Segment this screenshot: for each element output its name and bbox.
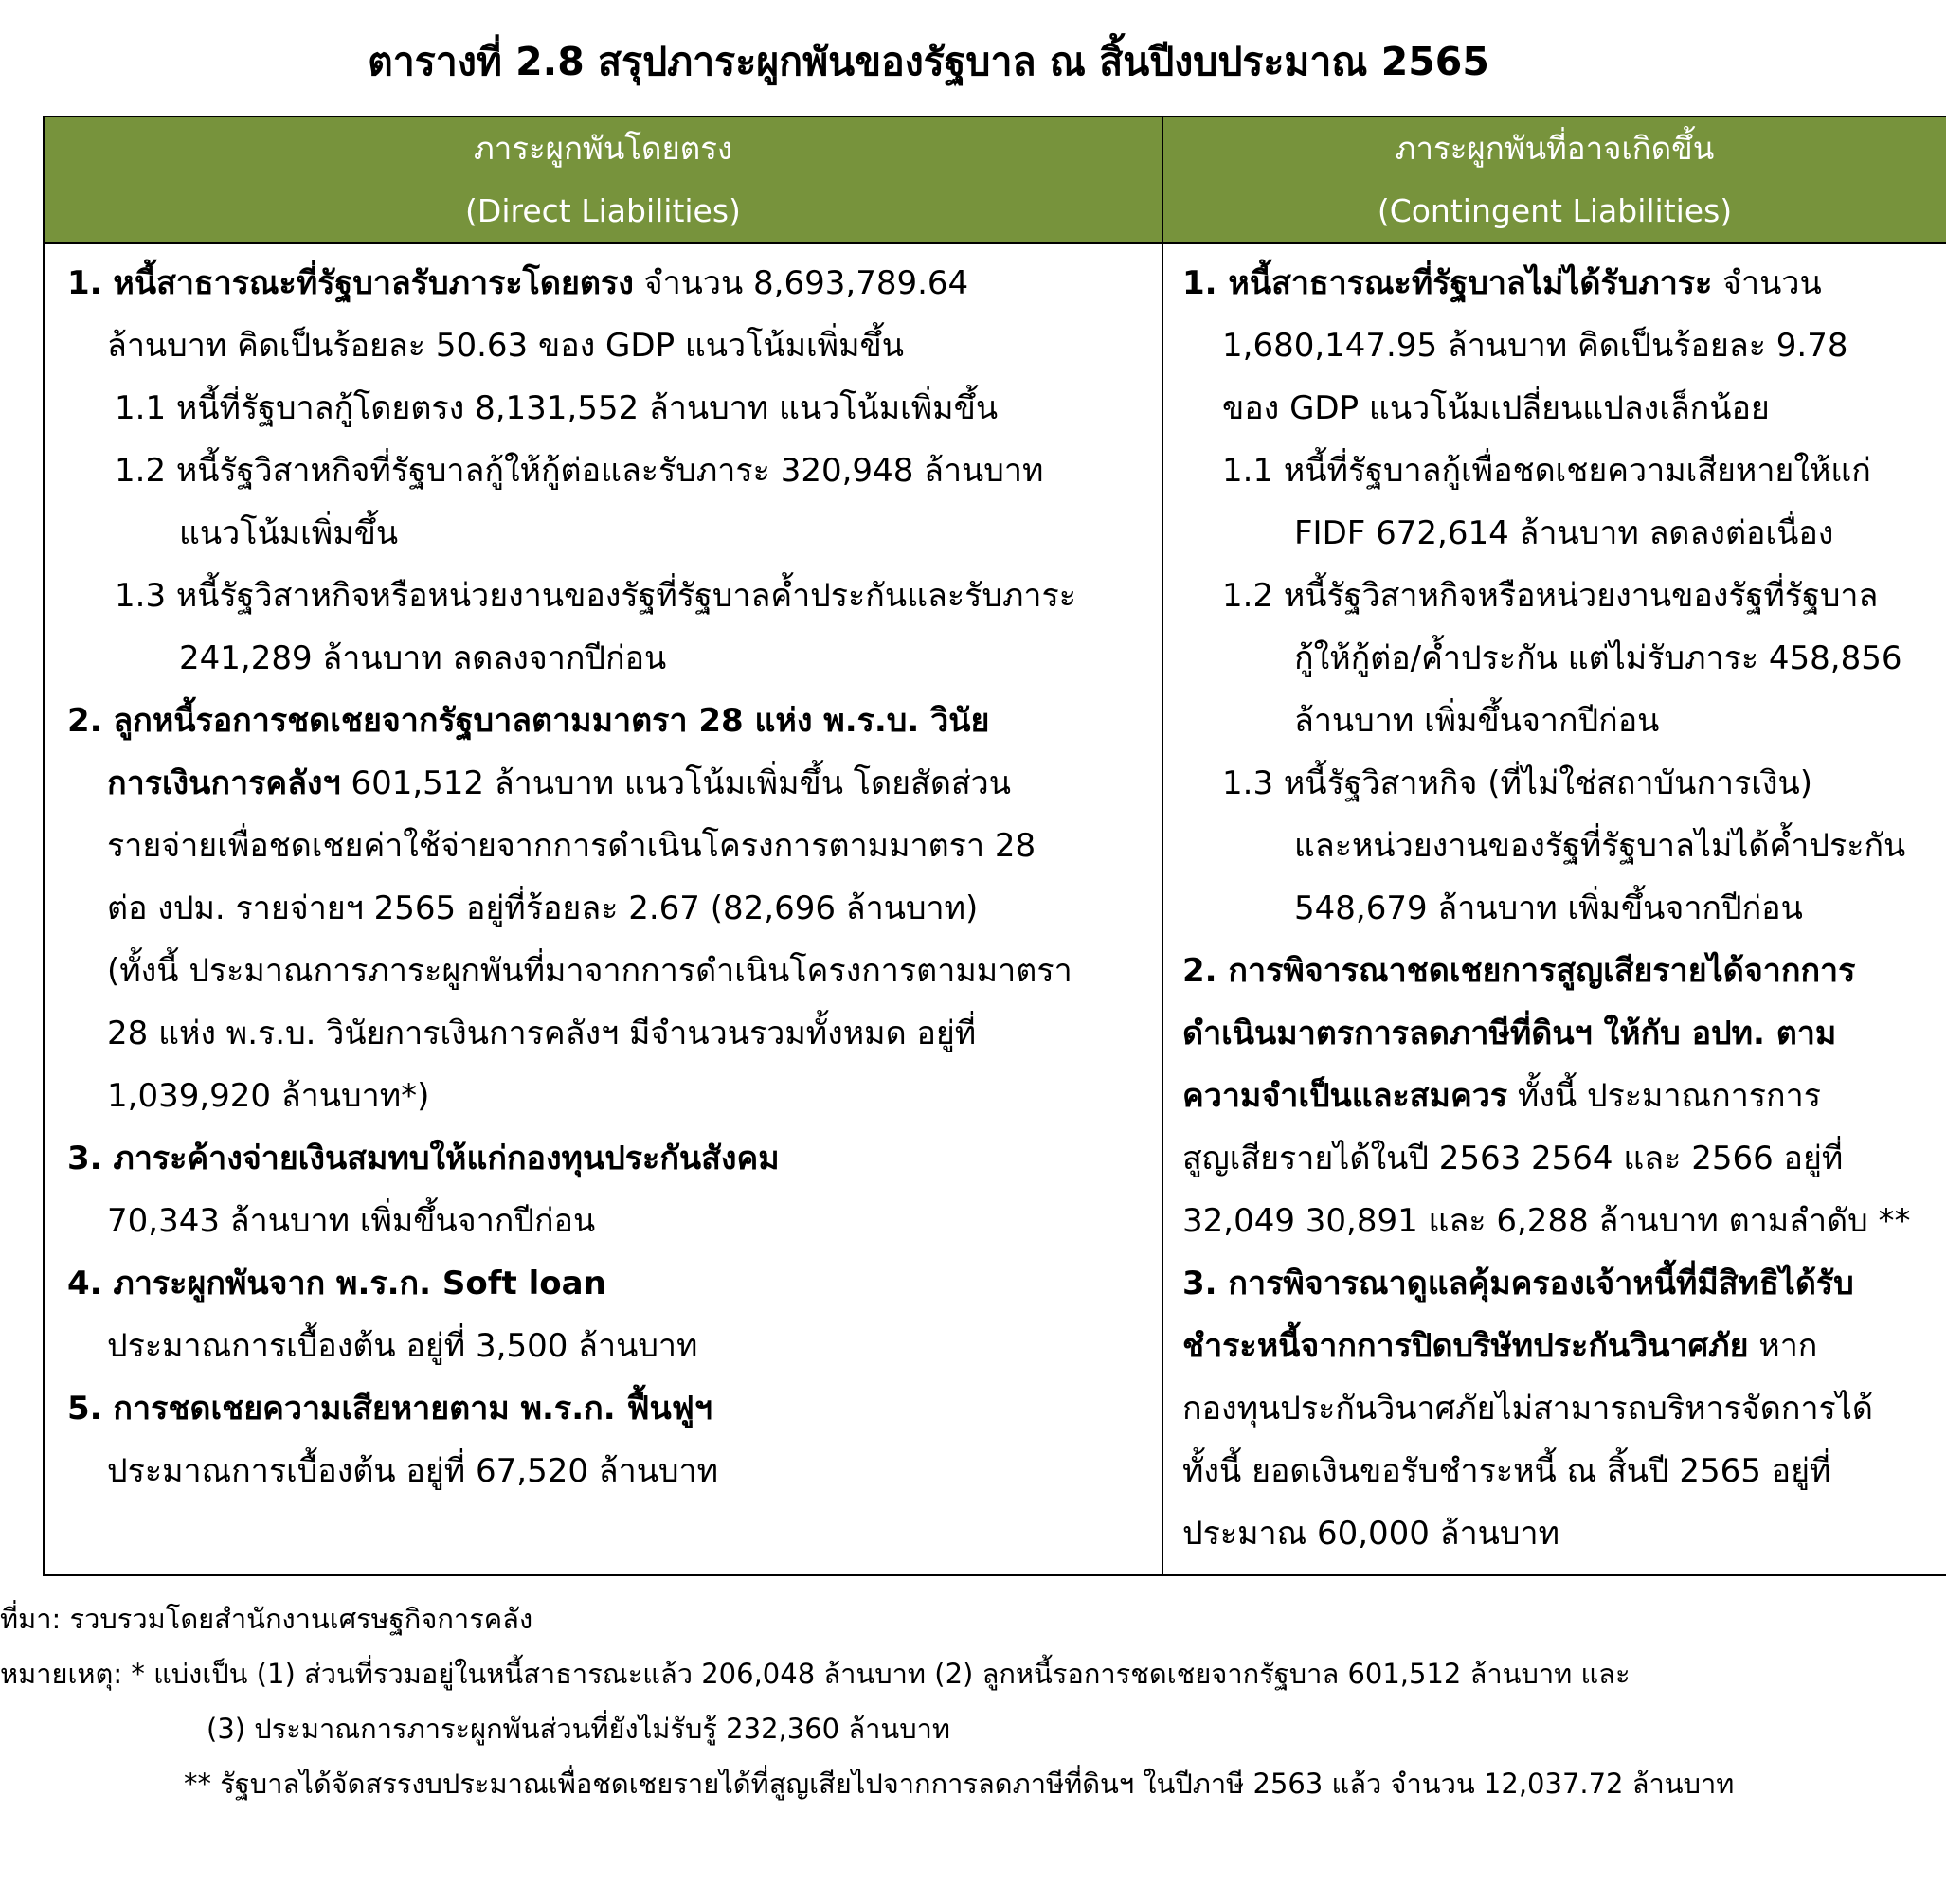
remark-note-2: ** รัฐบาลได้จัดสรรงบประมาณเพื่อชดเชยรายได้ที่สูญเสียไปจากการลดภาษีที่ดินฯ ในปีภาษี 2563 แล้ว จำนวน 12,037.72 ล้านบาท [184,1768,1735,1800]
contingent-item-1-1: 1.1 หนี้ที่รัฐบาลกู้เพื่อชดเชยความเสียหายให้แก่ [1222,452,1871,490]
direct-item-2-line3: รายจ่ายเพื่อชดเชยค่าใช้จ่ายจากการดำเนินโครงการตามมาตรา 28 [107,827,1036,865]
contingent-item-1-2-line3: ล้านบาท เพิ่มขึ้นจากปีก่อน [1294,702,1660,740]
direct-item-1-2-cont: แนวโน้มเพิ่มขึ้น [179,514,399,552]
contingent-item-2-line5: 32,049 30,891 และ 6,288 ล้านบาท ตามลำดับ ** [1182,1202,1911,1240]
contingent-item-1-3-cont: และหน่วยงานของรัฐที่รัฐบาลไม่ได้ค้ำประกัน [1294,827,1906,865]
direct-liabilities-cell [44,243,1162,1575]
contingent-item-3-cont [1182,1315,1946,1377]
direct-item-1-3: 1.3 หนี้รัฐวิสาหกิจหรือหน่วยงานของรัฐที่รัฐบาลค้ำประกันและรับภาระ [115,577,1076,615]
contingent-item-1 [1182,252,1946,314]
body-row [44,243,1946,1575]
direct-item-4-cont: ประมาณการเบื้องต้น อยู่ที่ 3,500 ล้านบาท [107,1327,698,1365]
direct-item-1-3-cont: 241,289 ล้านบาท ลดลงจากปีก่อน [179,639,667,677]
direct-item-1-2: 1.2 หนี้รัฐวิสาหกิจที่รัฐบาลกู้ให้กู้ต่อและรับภาระ 320,948 ล้านบาท [115,452,1044,490]
direct-item-1-text: จำนวน 8,693,789.64 [633,264,969,302]
contingent-item-3-text: หาก [1748,1327,1818,1365]
contingent-item-3-line4: ทั้งนี้ ยอดเงินขอรับชำระหนี้ ณ สิ้นปี 2565 อยู่ที่ [1182,1452,1831,1490]
liabilities-table [43,116,1946,1576]
direct-item-2-line5: (ทั้งนี้ ประมาณการภาระผูกพันที่มาจากการดำเนินโครงการตามมาตรา [107,952,1072,990]
source-note: ที่มา: รวบรวมโดยสำนักงานเศรษฐกิจการคลัง [0,1603,533,1635]
contingent-item-2-heading-end: ความจำเป็นและสมควร [1182,1077,1508,1115]
direct-item-5: 5. การชดเชยความเสียหายตาม พ.ร.ก. ฟื้นฟูฯ [67,1390,712,1428]
remark-note-1-cont: (3) ประมาณการภาระผูกพันส่วนที่ยังไม่รับรู้ 232,360 ล้านบาท [207,1713,951,1745]
contingent-item-1-text: จำนวน [1712,264,1822,302]
table-notes [0,1591,1734,1811]
direct-item-5-cont: ประมาณการเบื้องต้น อยู่ที่ 67,520 ล้านบาท [107,1452,719,1490]
contingent-item-1-line3: ของ GDP แนวโน้มเปลี่ยนแปลงเล็กน้อย [1222,389,1770,427]
header-contingent-en: (Contingent Liabilities) [1377,192,1733,229]
contingent-item-3: 3. การพิจารณาดูแลคุ้มครองเจ้าหนี้ที่มีสิทธิได้รับ [1182,1265,1854,1302]
contingent-item-1-1-cont: FIDF 672,614 ล้านบาท ลดลงต่อเนื่อง [1294,514,1834,552]
contingent-item-1-2-cont: กู้ให้กู้ต่อ/ค้ำประกัน แต่ไม่รับภาระ 458,856 [1294,639,1902,677]
direct-item-2-heading-end: การเงินการคลังฯ [107,764,341,802]
direct-item-2-text: 601,512 ล้านบาท แนวโน้มเพิ่มขึ้น โดยสัดส่วน [340,764,1011,802]
direct-item-3: 3. ภาระค้างจ่ายเงินสมทบให้แก่กองทุนประกันสังคม [67,1140,780,1177]
direct-item-1-cont: ล้านบาท คิดเป็นร้อยละ 50.63 ของ GDP แนวโน้มเพิ่มขึ้น [107,327,904,365]
contingent-item-2-cont: ดำเนินมาตรการลดภาษีที่ดินฯ ให้กับ อปท. ตาม [1182,1015,1837,1052]
contingent-item-1-2: 1.2 หนี้รัฐวิสาหกิจหรือหน่วยงานของรัฐที่รัฐบาล [1222,577,1879,615]
contingent-item-3-heading-end: ชำระหนี้จากการปิดบริษัทประกันวินาศภัย [1182,1327,1749,1365]
direct-item-4: 4. ภาระผูกพันจาก พ.ร.ก. Soft loan [67,1265,606,1302]
header-row [44,117,1946,243]
contingent-item-3-line3: กองทุนประกันวินาศภัยไม่สามารถบริหารจัดการได้ [1182,1390,1873,1428]
contingent-item-1-heading: 1. หนี้สาธารณะที่รัฐบาลไม่ได้รับภาระ [1182,264,1713,302]
direct-item-3-cont: 70,343 ล้านบาท เพิ่มขึ้นจากปีก่อน [107,1202,596,1240]
header-direct-en: (Direct Liabilities) [465,192,741,229]
remark-note-1: หมายเหตุ: * แบ่งเป็น (1) ส่วนที่รวมอยู่ในหนี้สาธารณะแล้ว 206,048 ล้านบาท (2) ลูกหนี้รอการชดเชยจากรัฐบาล 601,512 ล้านบาท และ [0,1658,1631,1690]
header-direct-th: ภาระผูกพันโดยตรง [473,130,733,167]
header-contingent-liabilities [1162,117,1946,243]
direct-item-2-cont [67,752,1162,815]
contingent-item-2-line4: สูญเสียรายได้ในปี 2563 2564 และ 2566 อยู่ที่ [1182,1140,1844,1177]
contingent-item-3-line5: ประมาณ 60,000 ล้านบาท [1182,1515,1559,1553]
direct-item-1-heading: 1. หนี้สาธารณะที่รัฐบาลรับภาระโดยตรง [67,264,634,302]
contingent-item-2-text: ทั้งนี้ ประมาณการการ [1507,1077,1821,1115]
contingent-item-1-cont: 1,680,147.95 ล้านบาท คิดเป็นร้อยละ 9.78 [1222,327,1848,365]
contingent-item-2-line3 [1182,1065,1946,1127]
direct-item-2-line7: 1,039,920 ล้านบาท*) [107,1077,430,1115]
direct-item-2-line4: ต่อ งปม. รายจ่ายฯ 2565 อยู่ที่ร้อยละ 2.67 (82,696 ล้านบาท) [107,889,979,927]
direct-item-1-1: 1.1 หนี้ที่รัฐบาลกู้โดยตรง 8,131,552 ล้านบาท แนวโน้มเพิ่มขึ้น [115,389,999,427]
contingent-item-1-3: 1.3 หนี้รัฐวิสาหกิจ (ที่ไม่ใช่สถาบันการเงิน) [1222,764,1813,802]
direct-item-1 [67,252,1162,314]
contingent-item-2: 2. การพิจารณาชดเชยการสูญเสียรายได้จากการ [1182,952,1856,990]
contingent-liabilities-cell [1162,243,1946,1575]
direct-item-2: 2. ลูกหนี้รอการชดเชยจากรัฐบาลตามมาตรา 28 แห่ง พ.ร.บ. วินัย [67,702,990,740]
table-title: ตารางที่ 2.8 สรุปภาระผูกพันของรัฐบาล ณ สิ้นปีงบประมาณ 2565 [368,39,1489,84]
direct-item-2-line6: 28 แห่ง พ.ร.บ. วินัยการเงินการคลังฯ มีจำนวนรวมทั้งหมด อยู่ที่ [107,1015,977,1052]
header-contingent-th: ภาระผูกพันที่อาจเกิดขึ้น [1395,130,1715,167]
header-direct-liabilities [44,117,1162,243]
contingent-item-1-3-line3: 548,679 ล้านบาท เพิ่มขึ้นจากปีก่อน [1294,889,1803,927]
